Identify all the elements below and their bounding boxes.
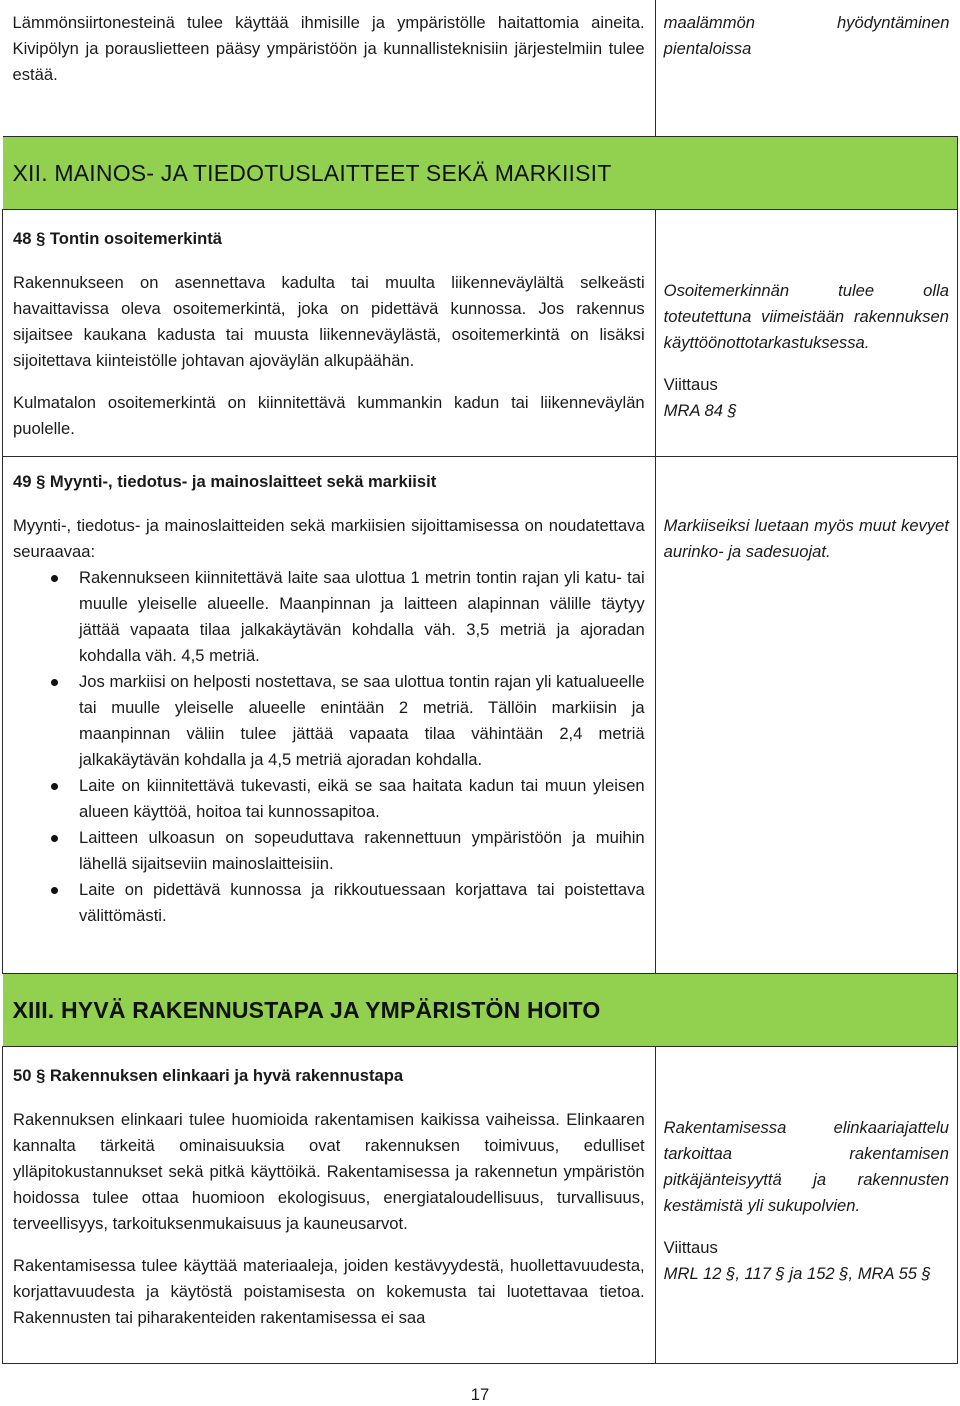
para-50-side-ref: MRL 12 §, 117 § ja 152 §, MRA 55 §	[663, 1264, 931, 1283]
top-main-cell	[3, 0, 656, 137]
section-12-title: XII. MAINOS- JA TIEDOTUSLAITTEET SEKÄ MARKIISIT	[12, 159, 612, 186]
section-12-band	[3, 137, 958, 209]
section-13-title: XIII. HYVÄ RAKENNUSTAPA JA YMPÄRISTÖN HOITO	[12, 996, 601, 1023]
top-side-cell	[655, 0, 957, 137]
para-50-side-cell	[655, 1047, 957, 1364]
para-49-title: 49 § Myynti-, tiedotus- ja mainoslaitteet sekä markiisit	[13, 472, 437, 491]
para-48-side-note: Osoitemerkinnän tulee olla toteutettuna viimeistään rakennuksen käyttöönottotarkastuksessa.	[663, 281, 949, 352]
top-side-word-c: pientaloissa	[663, 39, 752, 58]
list-item: Laite on kiinnitettävä tukevasti, eikä se saa haitata kadun tai muun yleisen alueen käyttöä, hoitoa tai kunnossapitoa.	[13, 773, 645, 825]
bullet-icon	[51, 679, 58, 686]
top-side-word-b: hyödyntäminen	[836, 13, 950, 32]
para-49-intro: Myynti-, tiedotus- ja mainoslaitteiden sekä markiisien sijoittamisessa on noudatettava seuraavaa:	[13, 516, 645, 561]
para-49-side-note: Markiiseiksi luetaan myös muut kevyet aurinko- ja sadesuojat.	[663, 516, 949, 561]
list-item: Rakennukseen kiinnitettävä laite saa ulottua 1 metrin tontin rajan yli katu- tai muulle yleiselle alueelle. Maanpinnan ja laitteen alapinnan välille täytyy jättää vapaata tilaa jalkakäytävän kohdalla väh. 3,5 metriä ja ajoradan kohdalla väh. 4,5 metriä.	[13, 565, 645, 669]
top-side-word-a: maalämmön	[663, 13, 755, 32]
para-48-side-ref-label: Viittaus	[663, 375, 718, 394]
list-item: Jos markiisi on helposti nostettava, se saa ulottua tontin rajan yli katualueelle tai muulle yleiselle alueelle enintään 2 metriä. Tällöin markiisin ja maanpinnan väliin tulee jättää vapaata tilaa vähintään 2,4 metriä jalkakäytävän kohdalla ja 4,5 metriä ajoradan kohdalla.	[13, 669, 645, 773]
page-number: 17	[470, 1385, 490, 1404]
section-13-band	[3, 974, 958, 1046]
para-48-side-cell	[655, 210, 957, 457]
para-48-side-ref: MRA 84 §	[663, 401, 737, 420]
para-48-text-2: Kulmatalon osoitemerkintä on kiinnitettävä kummankin kadun tai liikenneväylän puolelle.	[13, 393, 645, 438]
top-side-line1	[664, 10, 950, 36]
section-12-band-cell	[3, 137, 958, 210]
list-item: Laitteen ulkoasun on sopeuduttava rakennettuun ympäristöön ja muihin lähellä sijaitseviin mainoslaitteisiin.	[13, 825, 645, 877]
para-50-text-1: Rakennuksen elinkaari tulee huomioida rakentamisen kaikissa vaiheissa. Elinkaaren kannalta tärkeitä ominaisuuksia ovat rakennuksen toimivuus, edulliset ylläpitokustannukset sekä pitkä käyttöikä. Rakentamisessa ja rakennetun ympäristön hoidossa tulee ottaa huomioon ekologisuus, energiataloudellisuus, turvallisuus, terveellisyys, tarkoituksenmukaisuus ja kauneusarvot.	[13, 1110, 645, 1233]
bullet-icon	[51, 835, 58, 842]
section-13-band-cell	[3, 974, 958, 1047]
list-item: Laite on pidettävä kunnossa ja rikkoutuessaan korjattava tai poistettava välittömästi.	[13, 877, 645, 929]
bullet-icon	[51, 575, 58, 582]
para-50-title: 50 § Rakennuksen elinkaari ja hyvä rakennustapa	[13, 1066, 404, 1085]
top-main-text: Lämmönsiirtonesteinä tulee käyttää ihmisille ja ympäristölle haitattomia aineita. Kivipölyn ja porausliettеen pääsy ympäristöön ja kunnallisteknisiin järjestelmiin tulee estää.	[12, 13, 645, 84]
para-49-side-cell	[655, 457, 957, 974]
para-49-main-cell	[3, 457, 656, 974]
para-50-side-note: Rakentamisessa elinkaariajattelu tarkoittaa rakentamisen pitkäjänteisyyttä ja rakennusten kestämistä yli sukupolvien.	[663, 1118, 949, 1215]
para-48-title: 48 § Tontin osoitemerkintä	[13, 229, 223, 248]
para-50-main-cell	[3, 1047, 656, 1364]
bullet-icon	[51, 783, 58, 790]
bullet-icon	[51, 887, 58, 894]
document-table	[2, 0, 958, 1364]
para-49-bullet-list	[13, 565, 645, 929]
para-48-text-1: Rakennukseen on asennettava kadulta tai muulta liikenneväylältä selkeästi havaittavissa oleva osoitemerkintä, joka on pidettävä kunnossa. Jos rakennus sijaitsee kaukana kadusta tai muusta liikenneväylästä, osoitemerkintä on lisäksi sijoitettava kiinteistölle johtavan ajoväylän alkupäähän.	[13, 273, 645, 370]
para-50-text-2: Rakentamisessa tulee käyttää materiaaleja, joiden kestävyydestä, huollettavuudesta, korjattavuudesta ja käytöstä poistamisesta on kokemusta tai luotettavaa tietoa. Rakennusten tai piharakenteiden rakentamisessa ei saa	[13, 1256, 645, 1327]
para-50-side-ref-label: Viittaus	[663, 1238, 718, 1257]
para-48-main-cell	[3, 210, 656, 457]
